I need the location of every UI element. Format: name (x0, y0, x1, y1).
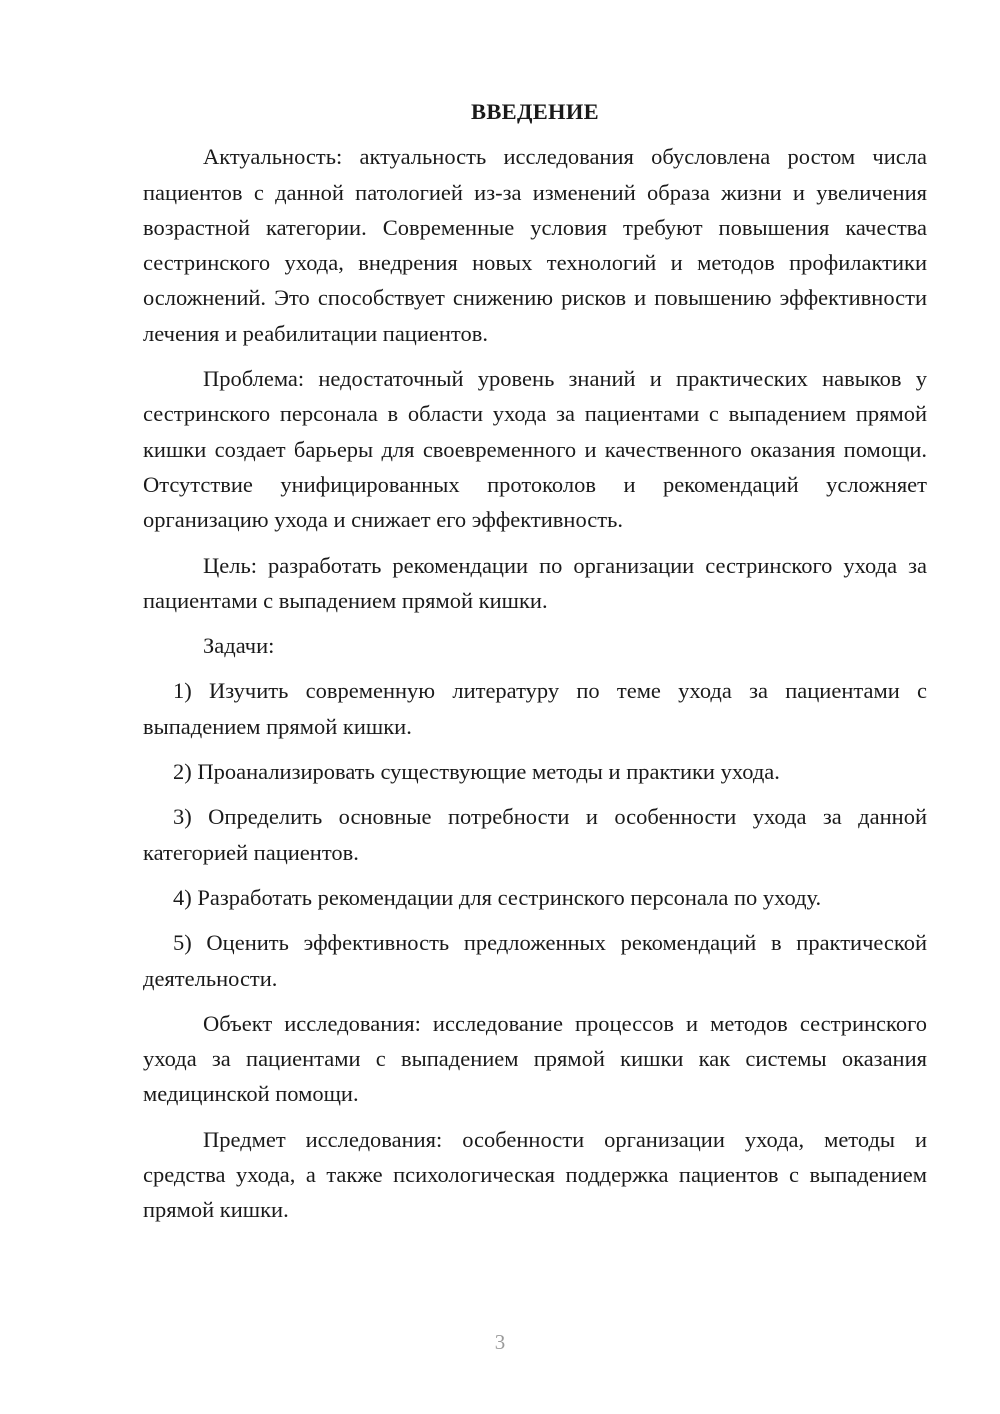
task-item-4: 4) Разработать рекомендации для сестринского персонала по уходу. (173, 884, 822, 910)
task-item-1: 1) Изучить современную литературу по теме ухода за пациентами с выпадением прямой кишки. (143, 678, 927, 739)
document-body (143, 94, 927, 1238)
relevance-paragraph: Актуальность: актуальность исследования обусловлена ростом числа пациентов с данной патологией из-за изменений образа жизни и увеличения возрастной категории. Современные условия требуют повышения качества сестринского ухода, внедрения новых технологий и методов профилактики осложнений. Это способствует снижению рисков и повышению эффективности лечения и реабилитации пациентов. (143, 144, 927, 346)
task-item-3: 3) Определить основные потребности и особенности ухода за данной категорией пациентов. (143, 804, 927, 865)
goal-paragraph: Цель: разработать рекомендации по организации сестринского ухода за пациентами с выпадением прямой кишки. (143, 552, 927, 613)
section-title: ВВЕДЕНИЕ (471, 99, 599, 124)
task-item-2: 2) Проанализировать существующие методы и практики ухода. (173, 759, 780, 785)
research-object-paragraph: Объект исследования: исследование процессов и методов сестринского ухода за пациентами с выпадением прямой кишки как системы оказания медицинской помощи. (143, 1010, 927, 1107)
task-item-5: 5) Оценить эффективность предложенных рекомендаций в практической деятельности. (143, 930, 927, 991)
problem-paragraph: Проблема: недостаточный уровень знаний и практических навыков у сестринского персонала в области ухода за пациентами с выпадением прямой кишки создает барьеры для своевременного и качественного оказания помощи. Отсутствие унифицированных протоколов и рекомендаций усложняет организацию ухода и снижает его эффективность. (143, 366, 927, 533)
research-subject-paragraph: Предмет исследования: особенности организации ухода, методы и средства ухода, а также психологическая поддержка пациентов с выпадением прямой кишки. (143, 1126, 927, 1223)
page-number: 3 (494, 1330, 506, 1354)
tasks-heading: Задачи: (203, 633, 275, 659)
